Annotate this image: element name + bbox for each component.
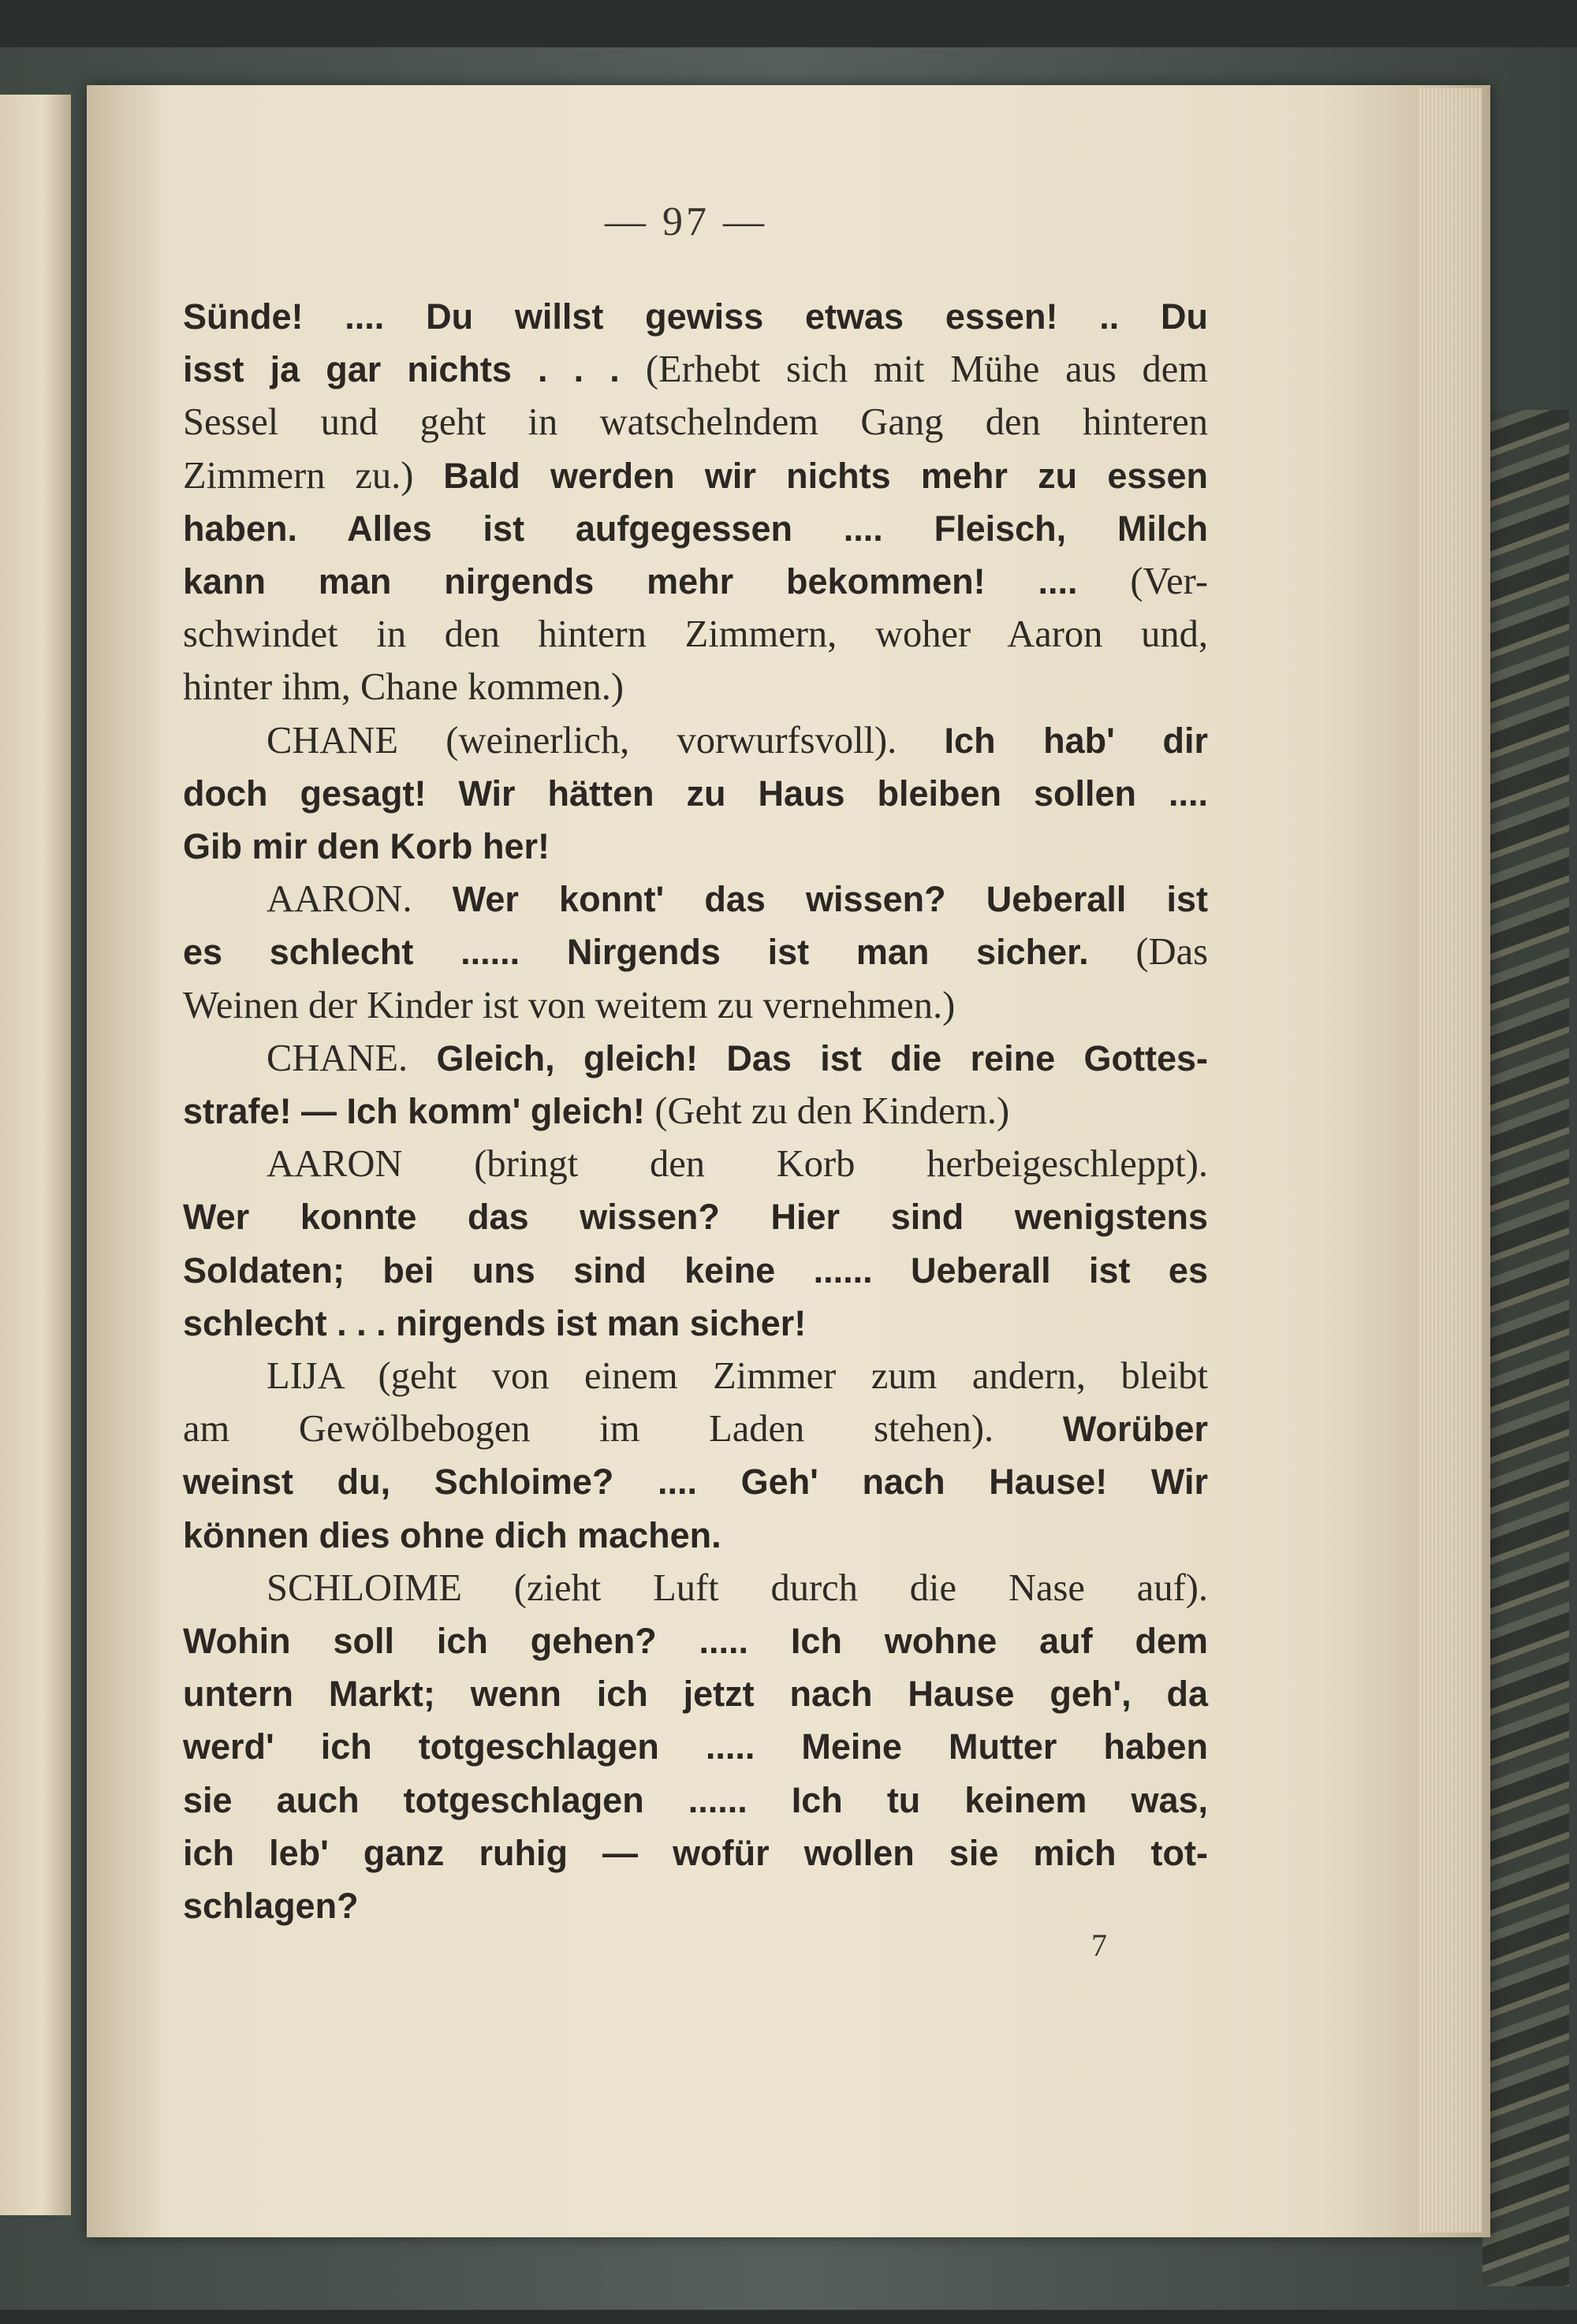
- dialogue-text: Ich hab' dir: [944, 720, 1208, 761]
- stage-text: (Das: [1135, 931, 1208, 974]
- dialogue-text: Wer konnt' das wissen? Ueberall ist: [412, 879, 1208, 920]
- text-line: [183, 1827, 1208, 1879]
- stage-text: Sessel und geht in watschelndem Gang den hinteren: [183, 401, 1208, 444]
- stage-text: (Geht zu den Kindern.): [654, 1090, 1010, 1133]
- dialogue-text: untern Markt; wenn ich jetzt nach Hause geh', da: [183, 1674, 1208, 1715]
- dialogue-text: isst ja gar nichts . . .: [183, 349, 646, 390]
- stage-text: AARON.: [267, 878, 412, 921]
- text-line: [183, 1244, 1208, 1297]
- text-line: [183, 396, 1208, 449]
- dialogue-text: doch gesagt! Wir hätten zu Haus bleiben sollen ....: [183, 773, 1208, 814]
- dialogue-text: Soldaten; bei uns sind keine ...... Ueberall ist es: [183, 1250, 1208, 1290]
- text-line: [183, 1667, 1208, 1720]
- text-line: [183, 1455, 1208, 1508]
- stage-text: AARON: [267, 1143, 403, 1186]
- dialogue-text: Worüber: [1062, 1409, 1208, 1450]
- text-line: [183, 926, 1208, 978]
- dialogue-text: Bald werden wir nichts mehr zu essen: [443, 455, 1208, 496]
- dialogue-text: Wer konnte das wissen? Hier sind wenigstens: [183, 1197, 1208, 1238]
- dialogue-text: weinst du, Schloime? .... Geh' nach Hause! Wir: [183, 1462, 1208, 1503]
- text-line: [183, 1350, 1208, 1402]
- stage-text: (zieht Luft durch die Nase auf).: [461, 1566, 1208, 1609]
- dialogue-text: strafe! — Ich komm' gleich!: [183, 1091, 655, 1132]
- text-line: [183, 979, 1208, 1032]
- stage-text: (geht von einem Zimmer zum andern, bleibt: [343, 1355, 1208, 1398]
- dialogue-text: schlecht . . . nirgends ist man sicher!: [183, 1302, 807, 1343]
- text-line: [183, 1297, 1208, 1350]
- page-body-text: [183, 290, 1208, 1932]
- text-line: [183, 1774, 1208, 1827]
- stage-text: (Erhebt sich mit Mühe aus dem: [645, 348, 1208, 391]
- text-line: [183, 502, 1208, 555]
- signature-mark: 7: [1091, 1927, 1107, 1963]
- dialogue-text: Gleich, gleich! Das ist die reine Gottes-: [408, 1037, 1208, 1078]
- text-line: [183, 1032, 1208, 1085]
- text-line: [183, 1190, 1208, 1243]
- dialogue-text: schlagen?: [183, 1886, 359, 1927]
- page-number-header: — 97 —: [605, 199, 767, 244]
- text-line: [183, 1402, 1208, 1455]
- stage-text: (weinerlich, vorwurfsvoll).: [398, 719, 945, 762]
- stage-text: CHANE: [267, 719, 399, 762]
- page-stack-edge: [1419, 88, 1482, 2233]
- stage-text: schwindet in den hintern Zimmern, woher Aaron und,: [183, 613, 1208, 656]
- text-line: [183, 1085, 1208, 1138]
- stage-text: SCHLOIME: [267, 1566, 462, 1609]
- text-line: [183, 290, 1208, 343]
- stage-text: CHANE.: [267, 1037, 408, 1079]
- stage-text: am Gewölbebogen im Laden stehen).: [183, 1408, 1063, 1451]
- dialogue-text: können dies ohne dich machen.: [183, 1514, 721, 1555]
- stage-text: hinter ihm, Chane kommen.): [183, 666, 624, 709]
- dialogue-text: haben. Alles ist aufgegessen .... Fleisch, Milch: [183, 508, 1208, 549]
- text-line: [183, 873, 1208, 926]
- dialogue-text: es schlecht ...... Nirgends ist man sicher.: [183, 932, 1136, 973]
- stage-text: (Ver-: [1130, 561, 1208, 603]
- dialogue-text: Sünde! .... Du willst gewiss etwas essen! .. Du: [183, 296, 1208, 337]
- dialogue-text: sie auch totgeschlagen ...... Ich tu keinem was,: [183, 1779, 1208, 1820]
- text-line: [183, 555, 1208, 608]
- text-line: [183, 1720, 1208, 1773]
- dialogue-text: Wohin soll ich gehen? ..... Ich wohne auf dem: [183, 1621, 1208, 1662]
- dialogue-text: ich leb' ganz ruhig — wofür wollen sie mich tot-: [183, 1832, 1208, 1873]
- stage-text: (bringt den Korb herbeigeschleppt).: [402, 1143, 1208, 1186]
- text-line: [183, 449, 1208, 502]
- stage-text: LIJA: [267, 1355, 343, 1398]
- text-line: [183, 661, 1208, 713]
- text-line: [183, 1879, 1208, 1932]
- text-line: [183, 820, 1208, 873]
- dialogue-text: kann man nirgends mehr bekommen! ....: [183, 561, 1131, 602]
- stage-text: Weinen der Kinder ist von weitem zu vernehmen.): [183, 984, 956, 1026]
- text-line: [183, 1509, 1208, 1562]
- text-line: [183, 1615, 1208, 1667]
- text-line: [183, 1562, 1208, 1615]
- text-line: [183, 1138, 1208, 1190]
- text-line: [183, 608, 1208, 661]
- text-line: [183, 767, 1208, 820]
- dialogue-text: werd' ich totgeschlagen ..... Meine Mutter haben: [183, 1726, 1208, 1767]
- marbled-cover-edge: [1482, 410, 1569, 2286]
- dialogue-text: Gib mir den Korb her!: [183, 826, 550, 867]
- text-line: [183, 714, 1208, 767]
- stage-text: Zimmern zu.): [183, 454, 444, 497]
- facing-page-edge: [0, 95, 71, 2215]
- text-line: [183, 343, 1208, 396]
